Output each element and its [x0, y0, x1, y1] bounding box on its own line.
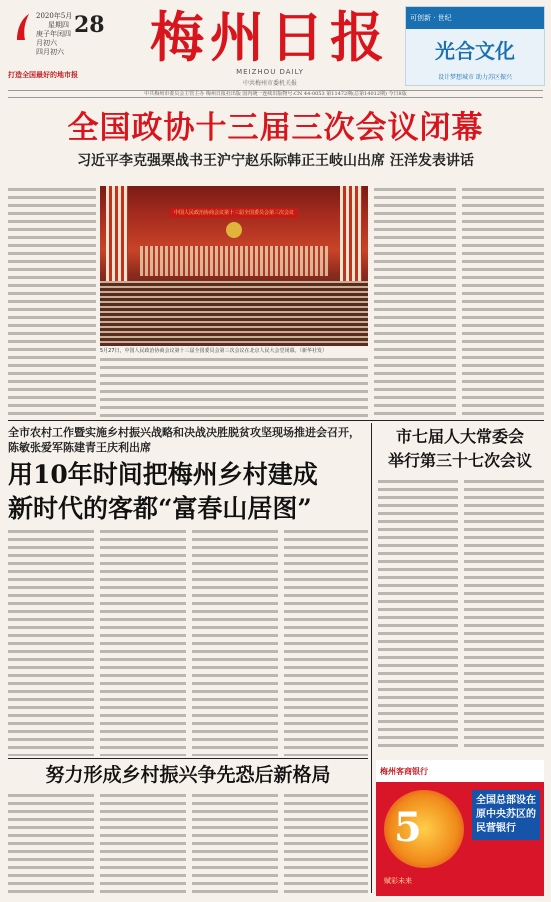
lead-body-col-3 — [462, 188, 544, 418]
second-story-headline[interactable] — [8, 458, 368, 526]
bank-ad[interactable] — [376, 760, 544, 896]
third-story-headline[interactable]: 努力形成乡村振兴争先恐后新格局 — [45, 764, 331, 786]
side-story-headline-line1: 市七届人大常委会 — [395, 427, 524, 446]
publisher-line: 中共梅州市委机关报 — [242, 80, 297, 87]
lunar-date: 庚子年闰四月初六 — [36, 30, 71, 47]
header-ad[interactable] — [405, 6, 545, 86]
header-ad-foot: 设计梦想城市 助力苏区振兴 — [438, 74, 512, 81]
paper-logo-icon — [14, 12, 32, 42]
date-day: 28 — [74, 12, 105, 38]
header-ad-title: 光合文化 — [435, 39, 515, 63]
paper-title-en: MEIZHOU DAILY — [236, 68, 304, 76]
masthead — [0, 0, 551, 97]
side-story-headline[interactable] — [376, 425, 544, 473]
divider-vertical — [371, 423, 372, 893]
divider — [8, 420, 544, 421]
lead-body-col-1 — [8, 188, 96, 418]
side-body-col-2 — [464, 480, 544, 752]
lead-body-col-2 — [374, 188, 456, 418]
header-ad-top: 可创新 · 世纪 — [406, 7, 544, 29]
divider — [8, 758, 368, 759]
lead-photo[interactable] — [100, 186, 368, 346]
bank-foot: 赋彩未来 — [384, 877, 412, 885]
third-body-col-2 — [100, 794, 186, 894]
side-story-headline-line2: 举行第三十七次会议 — [387, 451, 532, 470]
paper-title: 梅州日报 — [150, 5, 390, 69]
photo-banner: 中国人民政治协商会议第十三届全国委员会第三次会议 — [170, 208, 298, 218]
lunar-date-2: 四月初六 — [36, 48, 64, 56]
national-emblem-icon — [226, 222, 242, 238]
bank-tagline: 全国总部设在原中央苏区的民营银行 — [472, 790, 540, 840]
lead-body-col-4 — [100, 358, 368, 418]
lead-headline[interactable]: 全国政协十三届三次会议闭幕 — [67, 110, 484, 146]
third-body-col-3 — [192, 794, 278, 894]
slogan: 打造全国最好的地市报 — [8, 70, 78, 79]
bank-name: 梅州客商银行 — [376, 760, 544, 782]
second-body-col-3 — [192, 530, 278, 756]
weekday: 星期四 — [48, 21, 69, 29]
info-bar: 中共梅州市委员会主管主办 梅州日报社出版 国内统一连续出版物号:CN 44-0053 第11472期(总第14012期) 今日8版 — [8, 90, 543, 98]
lead-subhead: 习近平李克强栗战书王沪宁赵乐际韩正王岐山出席 汪洋发表讲话 — [77, 153, 474, 169]
second-body-col-2 — [100, 530, 186, 756]
second-body-col-4 — [284, 530, 368, 756]
second-story-headline-line1: 用10年时间把梅州乡村建成 — [8, 460, 318, 489]
second-body-col-1 — [8, 530, 94, 756]
date-box — [8, 8, 118, 70]
second-story-kicker: 全市农村工作暨实施乡村振兴战略和决战决胜脱贫攻坚现场推进会召开，陈敏张爱军陈建青王庆利出席 — [8, 426, 360, 454]
second-story-headline-line2: 新时代的客都“富春山居图” — [8, 494, 312, 523]
third-body-col-1 — [8, 794, 94, 894]
anniversary-number: 5 — [394, 804, 422, 851]
photo-caption: 5月27日，中国人民政治协商会议第十三届全国委员会第三次会议在北京人民大会堂闭幕。（新华社发） — [100, 348, 328, 354]
third-body-col-4 — [284, 794, 368, 894]
date-year-month: 2020年5月 — [36, 12, 73, 20]
side-body-col-1 — [378, 480, 458, 752]
